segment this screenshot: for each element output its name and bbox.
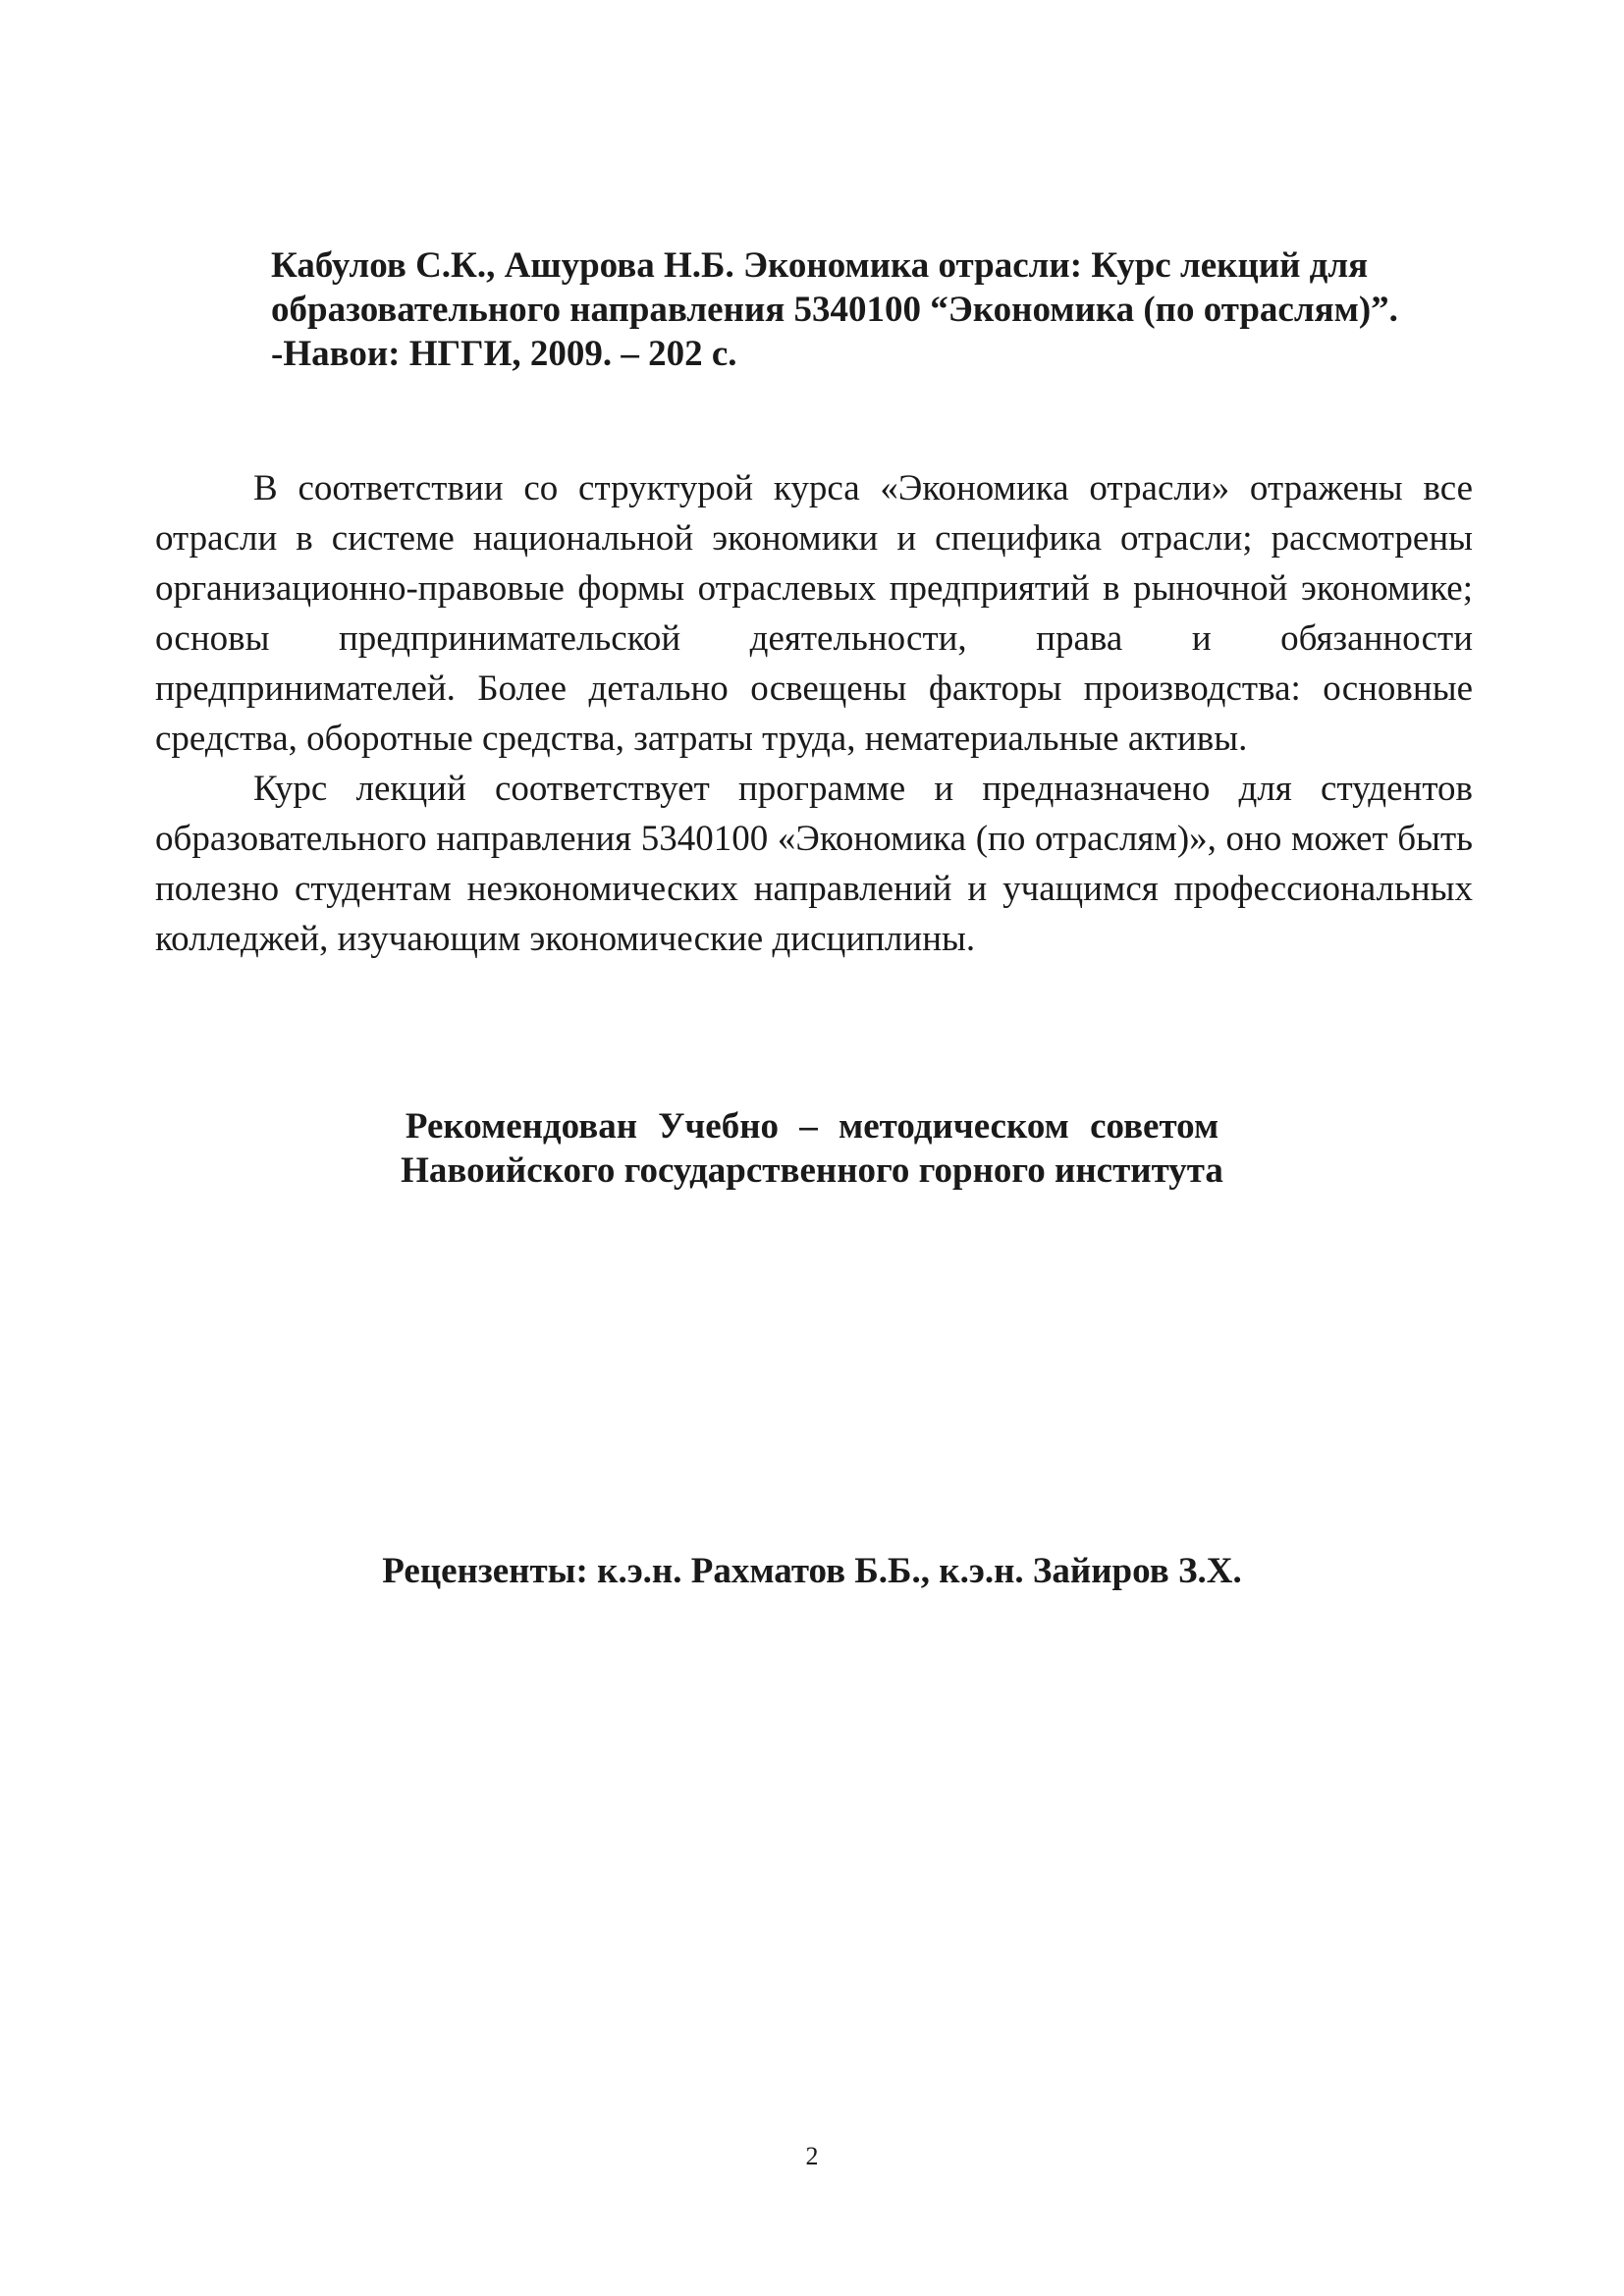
recommendation-line-1: Рекомендован Учебно – методическом советом (405, 1106, 1219, 1147)
abstract-paragraph-2: Курс лекций соответствует программе и предназначено для студентов образовательного направления 5340100 «Экономика (по отраслям)», оно может быть полезно студентам неэкономических направлений и учащимся профессиональных колледжей, изучающим экономические дисциплины. (155, 769, 1473, 959)
recommendation-line-2: Навоийского государственного горного института (401, 1150, 1223, 1191)
citation-line-3: -Навои: НГГИ, 2009. – 202 с. (271, 334, 737, 374)
bibliographic-citation (271, 243, 1498, 376)
page-number: 2 (805, 2142, 819, 2170)
abstract (155, 463, 1473, 964)
abstract-paragraph-1: В соответствии со структурой курса «Экономика отрасли» отражены все отрасли в системе национальной экономики и специфика отрасли; рассмотрены организационно-правовые формы отраслевых предприятий в рыночной экономике; основы предпринимательской деятельности, права и обязанности предпринимателей. Более детально освещены факторы производства: основные средства, оборотные средства, затраты труда, нематериальные активы. (155, 468, 1473, 759)
recommendation-note (0, 1104, 1624, 1193)
citation-line-1: Кабулов С.К., Ашурова Н.Б. Экономика отрасли: Курс лекций для (271, 245, 1369, 286)
citation-line-2: образовательного направления 5340100 “Экономика (по отраслям)”. (271, 290, 1398, 330)
reviewers: Рецензенты: к.э.н. Рахматов Б.Б., к.э.н. Зайиров З.Х. (382, 1551, 1242, 1591)
